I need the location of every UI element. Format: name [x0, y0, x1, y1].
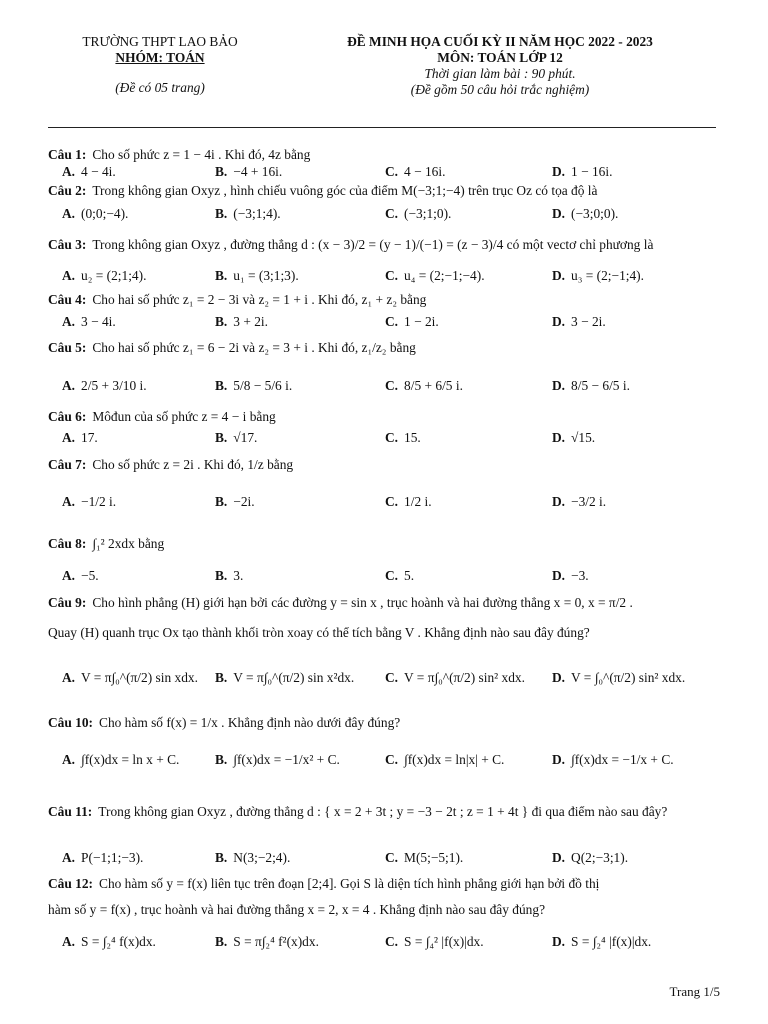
page-number: Trang 1/5 [669, 984, 720, 999]
question-label: Câu 8: [48, 536, 87, 551]
option-letter: B. [215, 752, 228, 767]
answer-option[interactable] [215, 314, 268, 330]
option-letter: A. [62, 752, 76, 767]
option-letter: C. [385, 430, 399, 445]
question-label: Câu 1: [48, 147, 87, 162]
option-letter: A. [62, 378, 76, 393]
answer-option[interactable] [385, 568, 414, 584]
answer-option[interactable] [215, 430, 257, 446]
option-letter: D. [552, 268, 566, 283]
question-stem [48, 594, 724, 612]
option-letter: D. [552, 430, 566, 445]
option-text: 3 + 2i. [233, 314, 268, 329]
answer-option[interactable] [215, 752, 340, 768]
option-text: −1/2 i. [81, 494, 117, 509]
exam-title-block [310, 34, 690, 98]
option-letter: B. [215, 494, 228, 509]
answer-option[interactable] [62, 268, 146, 284]
answer-options [62, 850, 722, 870]
answer-options [62, 164, 722, 184]
option-text: u₂ = (2;1;4). [81, 268, 147, 283]
option-text: 3. [233, 568, 244, 583]
answer-option[interactable] [385, 378, 463, 394]
question-stem [48, 236, 724, 254]
answer-options [62, 206, 722, 226]
option-text: ∫f(x)dx = ln x + C. [81, 752, 180, 767]
answer-option[interactable] [385, 670, 525, 686]
option-text: 8/5 + 6/5 i. [404, 378, 463, 393]
option-text: (−3;0;0). [571, 206, 619, 221]
question-text-continued: Quay (H) quanh trục Ox tạo thành khối tròn xoay có thể tích bằng V . Khẳng định nào sau đây đúng? [48, 625, 590, 640]
option-text: 2/5 + 3/10 i. [81, 378, 147, 393]
option-text: ∫f(x)dx = −1/x² + C. [233, 752, 340, 767]
answer-options [62, 568, 722, 588]
option-letter: A. [62, 430, 76, 445]
answer-option[interactable] [62, 850, 143, 866]
header-divider [48, 127, 716, 128]
answer-option[interactable] [385, 494, 432, 510]
option-text: 17. [81, 430, 98, 445]
answer-options [62, 752, 722, 772]
question-label: Câu 6: [48, 409, 87, 424]
exam-title: ĐỀ MINH HỌA CUỐI KỲ II NĂM HỌC 2022 - 2023 [347, 34, 653, 49]
answer-option[interactable] [552, 934, 651, 950]
count-note: (Đề gồm 50 câu hỏi trắc nghiệm) [410, 82, 590, 97]
option-text: 4 − 4i. [81, 164, 116, 179]
question-stem [48, 291, 724, 309]
option-letter: B. [215, 268, 228, 283]
option-text: S = ∫₂⁴ |f(x)|dx. [571, 934, 652, 949]
option-letter: D. [552, 934, 566, 949]
question-text: Cho số phức z = 1 − 4i . Khi đó, 4z bằng [92, 147, 311, 162]
answer-option[interactable] [385, 430, 421, 446]
option-letter: D. [552, 206, 566, 221]
option-text: 1 − 16i. [571, 164, 613, 179]
question-text: Trong không gian Oxyz , hình chiếu vuông góc của điểm M(−3;1;−4) trên trục Oz có tọa độ là [92, 183, 598, 198]
option-text: 5. [404, 568, 415, 583]
option-text: √17. [233, 430, 258, 445]
group-name: NHÓM: TOÁN [115, 50, 205, 65]
answer-option[interactable] [215, 164, 282, 180]
option-letter: D. [552, 850, 566, 865]
option-text: 1 − 2i. [404, 314, 439, 329]
answer-option[interactable] [385, 206, 451, 222]
answer-options [62, 268, 722, 288]
answer-option[interactable] [552, 314, 606, 330]
question-text: Trong không gian Oxyz , đường thẳng d : { x = 2 + 3t ; y = −3 − 2t ; z = 1 + 4t } đi qua điểm nào sau đây? [98, 804, 668, 819]
answer-option[interactable] [552, 378, 630, 394]
answer-option[interactable] [385, 314, 439, 330]
answer-option[interactable] [62, 568, 99, 584]
option-letter: A. [62, 164, 76, 179]
answer-option[interactable] [552, 268, 644, 284]
option-letter: D. [552, 670, 566, 685]
answer-option[interactable] [62, 206, 128, 222]
option-letter: D. [552, 378, 566, 393]
answer-option[interactable] [385, 934, 484, 950]
question-text: ∫₁² 2xdx bằng [92, 536, 165, 551]
answer-option[interactable] [62, 430, 98, 446]
question-stem [48, 339, 724, 357]
option-letter: D. [552, 494, 566, 509]
option-letter: B. [215, 206, 228, 221]
option-letter: C. [385, 494, 399, 509]
option-letter: A. [62, 494, 76, 509]
question-stem [48, 408, 724, 426]
option-letter: A. [62, 314, 76, 329]
option-text: V = ∫₀^(π/2) sin² xdx. [571, 670, 686, 685]
answer-option[interactable] [62, 670, 198, 686]
question-label: Câu 2: [48, 183, 87, 198]
option-letter: B. [215, 568, 228, 583]
option-text: √15. [571, 430, 596, 445]
option-text: ∫f(x)dx = −1/x + C. [571, 752, 674, 767]
answer-options [62, 314, 722, 334]
question-stem [48, 146, 724, 164]
answer-options [62, 494, 722, 514]
option-letter: A. [62, 850, 76, 865]
option-text: S = ∫₄² |f(x)|dx. [404, 934, 484, 949]
answer-option[interactable] [215, 568, 243, 584]
option-text: −4 + 16i. [233, 164, 283, 179]
answer-option[interactable] [62, 494, 116, 510]
answer-option[interactable] [385, 752, 504, 768]
answer-option[interactable] [62, 934, 156, 950]
answer-options [62, 934, 722, 954]
question-label: Câu 5: [48, 340, 87, 355]
option-letter: B. [215, 934, 228, 949]
answer-option[interactable] [62, 164, 116, 180]
option-letter: C. [385, 314, 399, 329]
option-letter: A. [62, 568, 76, 583]
question-text: Cho hai số phức z₁ = 2 − 3i và z₂ = 1 + i . Khi đó, z₁ + z₂ bằng [92, 292, 427, 307]
question-stem [48, 456, 724, 474]
answer-option[interactable] [62, 752, 179, 768]
question-stem [48, 875, 724, 893]
question-text: Cho hai số phức z₁ = 6 − 2i và z₂ = 3 + i . Khi đó, z₁/z₂ bằng [92, 340, 416, 355]
option-text: 3 − 4i. [81, 314, 116, 329]
answer-option[interactable] [215, 494, 255, 510]
option-letter: C. [385, 670, 399, 685]
answer-option[interactable] [552, 430, 595, 446]
question-text: Môđun của số phức z = 4 − i bằng [92, 409, 276, 424]
option-text: S = π∫₂⁴ f²(x)dx. [233, 934, 319, 949]
answer-option[interactable] [215, 206, 281, 222]
option-letter: C. [385, 934, 399, 949]
option-text: ∫f(x)dx = ln|x| + C. [404, 752, 505, 767]
answer-option[interactable] [62, 314, 116, 330]
option-text: (0;0;−4). [81, 206, 129, 221]
option-letter: C. [385, 850, 399, 865]
option-text: −3/2 i. [571, 494, 607, 509]
question-text-continued: hàm số y = f(x) , trục hoành và hai đường thẳng x = 2, x = 4 . Khẳng định nào sau đây đúng? [48, 902, 546, 917]
pages-note: (Đề có 05 trang) [115, 80, 205, 95]
option-text: −5. [81, 568, 99, 583]
option-letter: D. [552, 752, 566, 767]
answer-option[interactable] [385, 164, 445, 180]
question-label: Câu 10: [48, 715, 94, 730]
option-text: V = π∫₀^(π/2) sin xdx. [81, 670, 198, 685]
option-letter: B. [215, 670, 228, 685]
question-text: Cho hình phẳng (H) giới hạn bởi các đường y = sin x , trục hoành và hai đường thẳng x = 0, x = π/2 . [92, 595, 633, 610]
answer-option[interactable] [552, 752, 674, 768]
option-letter: B. [215, 314, 228, 329]
question-text: Cho số phức z = 2i . Khi đó, 1/z bằng [92, 457, 294, 472]
option-text: N(3;−2;4). [233, 850, 291, 865]
option-text: (−3;1;4). [233, 206, 281, 221]
school-name: TRƯỜNG THPT LAO BẢO [82, 34, 238, 49]
option-letter: B. [215, 430, 228, 445]
question-stem [48, 714, 724, 732]
option-letter: D. [552, 568, 566, 583]
subject: MÔN: TOÁN LỚP 12 [437, 50, 563, 65]
question-stem [48, 803, 724, 821]
option-letter: C. [385, 568, 399, 583]
answer-options [62, 378, 722, 398]
option-letter: C. [385, 752, 399, 767]
answer-options [62, 430, 722, 450]
answer-option[interactable] [552, 164, 612, 180]
option-text: P(−1;1;−3). [81, 850, 144, 865]
option-letter: C. [385, 164, 399, 179]
option-letter: A. [62, 206, 76, 221]
question-text: Cho hàm số y = f(x) liên tục trên đoạn [2;4]. Gọi S là diện tích hình phẳng giới hạn bởi đồ thị [99, 876, 600, 891]
answer-option[interactable] [552, 206, 618, 222]
answer-option[interactable] [385, 268, 485, 284]
option-text: V = π∫₀^(π/2) sin x²dx. [233, 670, 355, 685]
question-stem [48, 535, 724, 553]
question-text: Trong không gian Oxyz , đường thẳng d : (x − 3)/2 = (y − 1)/(−1) = (z − 3)/4 có một vectơ chỉ phương là [92, 237, 654, 252]
question-label: Câu 3: [48, 237, 87, 252]
question-label: Câu 12: [48, 876, 94, 891]
option-text: V = π∫₀^(π/2) sin² xdx. [404, 670, 525, 685]
option-letter: A. [62, 268, 76, 283]
option-letter: D. [552, 314, 566, 329]
option-letter: B. [215, 378, 228, 393]
question-label: Câu 7: [48, 457, 87, 472]
answer-option[interactable] [552, 568, 589, 584]
option-text: S = ∫₂⁴ f(x)dx. [81, 934, 156, 949]
option-text: u₃ = (2;−1;4). [571, 268, 644, 283]
option-letter: B. [215, 164, 228, 179]
option-text: 1/2 i. [404, 494, 432, 509]
option-text: −3. [571, 568, 589, 583]
option-letter: B. [215, 850, 228, 865]
question-label: Câu 11: [48, 804, 93, 819]
question-label: Câu 4: [48, 292, 87, 307]
option-letter: C. [385, 206, 399, 221]
school-block [60, 34, 260, 96]
answer-option[interactable] [215, 378, 292, 394]
answer-option[interactable] [215, 934, 319, 950]
option-text: −2i. [233, 494, 255, 509]
answer-option[interactable] [385, 850, 463, 866]
option-text: 3 − 2i. [571, 314, 606, 329]
time-note: Thời gian làm bài : 90 phút. [424, 66, 576, 81]
option-text: M(5;−5;1). [404, 850, 464, 865]
answer-option[interactable] [552, 670, 685, 686]
option-text: u₁ = (3;1;3). [233, 268, 299, 283]
option-letter: A. [62, 934, 76, 949]
answer-option[interactable] [552, 494, 606, 510]
option-text: Q(2;−3;1). [571, 850, 629, 865]
answer-options [62, 670, 722, 690]
answer-option[interactable] [215, 850, 290, 866]
answer-option[interactable] [62, 378, 147, 394]
option-text: 5/8 − 5/6 i. [233, 378, 293, 393]
option-text: u₄ = (2;−1;−4). [404, 268, 485, 283]
option-text: (−3;1;0). [404, 206, 452, 221]
answer-option[interactable] [215, 268, 299, 284]
option-text: 15. [404, 430, 421, 445]
option-letter: C. [385, 268, 399, 283]
option-text: 8/5 − 6/5 i. [571, 378, 630, 393]
question-label: Câu 9: [48, 595, 87, 610]
option-letter: C. [385, 378, 399, 393]
option-letter: A. [62, 670, 76, 685]
option-letter: D. [552, 164, 566, 179]
question-stem [48, 182, 724, 200]
option-text: 4 − 16i. [404, 164, 446, 179]
answer-option[interactable] [552, 850, 628, 866]
question-text: Cho hàm số f(x) = 1/x . Khẳng định nào dưới đây đúng? [99, 715, 401, 730]
answer-option[interactable] [215, 670, 354, 686]
